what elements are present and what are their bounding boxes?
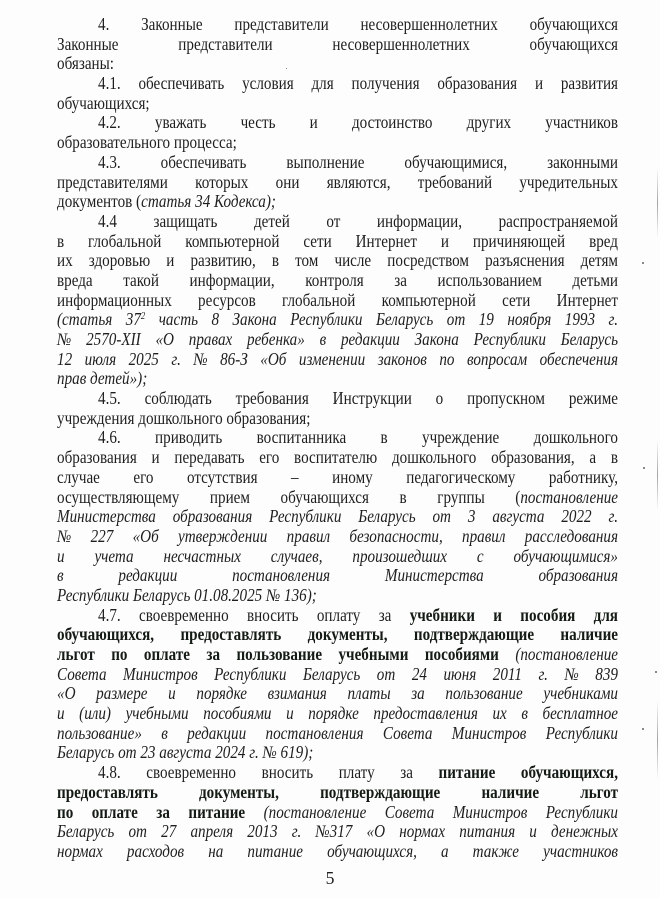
body-text: 4.4 защищать детей от информации, распространяемой: [98, 210, 618, 231]
text-line: [57, 35, 618, 55]
text-line: [57, 192, 618, 212]
text-line-content: [57, 527, 618, 547]
body-text: учреждения дошкольного образования;: [57, 407, 311, 428]
text-line-content: [57, 133, 237, 153]
text-line-content: [57, 684, 618, 704]
text-line-content: [57, 54, 114, 74]
citation-text: № 227 «Об утверждении правил безопасности, правил расследования: [57, 525, 618, 546]
scan-edge-mark: [657, 700, 658, 780]
text-line: [57, 625, 618, 645]
text-line-content: [98, 606, 618, 626]
citation-text: (постановление Совета Министров Республики: [245, 801, 619, 822]
text-line-content: [57, 94, 150, 114]
text-line: [57, 468, 618, 488]
citation-text: Беларусь от 23 августа 2024 г. № 619);: [57, 742, 314, 763]
text-line: [57, 369, 618, 389]
citation-text: в редакции постановления Министерства образования: [57, 565, 618, 586]
text-line-content: [57, 35, 618, 55]
citation-text: часть 8 Закона Республики Беларусь от 19 ноября 1993 г.: [145, 309, 618, 330]
scan-speck: [642, 728, 644, 730]
document-body: [57, 15, 618, 862]
text-line: [57, 310, 618, 330]
body-text: 4.8. своевременно вносить плату за: [98, 762, 439, 783]
text-line-content: [57, 448, 618, 468]
body-text: 4.2. уважать честь и достоинство других участников: [98, 112, 618, 133]
body-text: представителями которых они являются, требований учредительных: [57, 171, 618, 192]
text-line: [57, 665, 618, 685]
text-line: [57, 389, 618, 409]
text-line-content: [98, 428, 618, 448]
body-text: 4.3. обеспечивать выполнение обучающимися, законными: [98, 151, 618, 172]
text-line-content: [57, 232, 618, 252]
scan-speck: [643, 467, 645, 469]
citation-text: Министерства образования Республики Беларусь от 3 августа 2022 г.: [57, 506, 618, 527]
text-line: [57, 724, 618, 744]
text-line-content: [98, 153, 618, 173]
text-line-content: [57, 566, 618, 586]
text-line: [57, 547, 618, 567]
text-line-content: [57, 783, 618, 803]
emphasis-text: обучающихся, предоставлять документы, подтверждающие наличие: [57, 624, 618, 645]
text-line: [57, 133, 618, 153]
emphasis-text: льгот по оплате за пользование учебными пособиями: [57, 644, 499, 664]
text-line: [57, 54, 618, 74]
text-line-content: [57, 625, 618, 645]
text-line-content: [57, 803, 618, 823]
text-line: [57, 113, 618, 133]
text-line: [57, 94, 618, 114]
text-line: [57, 271, 618, 291]
scan-edge-mark: [657, 168, 658, 238]
scan-speck: [286, 68, 287, 69]
text-line: [57, 507, 618, 527]
text-line: [57, 251, 618, 271]
text-line-content: [57, 291, 618, 311]
scan-speck: [655, 671, 657, 673]
text-line-content: [98, 113, 618, 133]
text-line-content: [57, 251, 618, 271]
body-text: в глобальной компьютерной сети Интернет и причиняющей вред: [57, 230, 618, 251]
body-text: обучающихся;: [57, 92, 150, 113]
text-line-content: [57, 822, 618, 842]
citation-text: Республики Беларусь 01.08.2025 № 136);: [57, 584, 317, 605]
text-line-content: [57, 271, 618, 291]
text-line: [57, 291, 618, 311]
body-text: 4.6. приводить воспитанника в учреждение дошкольного: [98, 427, 618, 448]
text-line: [57, 428, 618, 448]
scan-speck: [642, 262, 644, 264]
citation-text: Беларусь от 27 апреля 2013 г. №317 «О нормах питания и денежных: [57, 821, 618, 842]
text-line-content: [98, 763, 618, 783]
text-line-content: [57, 173, 618, 193]
citation-text: постановление: [520, 486, 618, 507]
text-line-content: [57, 665, 618, 685]
body-text: 4.5. соблюдать требования Инструкции о пропускном режиме: [98, 388, 618, 409]
text-line: [57, 232, 618, 252]
text-line-content: [57, 704, 618, 724]
text-line-content: [57, 547, 618, 567]
body-text: их здоровью и развитию, в том числе посредством разъяснения детям: [57, 250, 618, 271]
citation-text: пользование» в редакции постановления Совета Министров Республики: [57, 722, 618, 743]
text-line: [57, 527, 618, 547]
text-line: [57, 173, 618, 193]
text-line: [57, 350, 618, 370]
citation-text: № 2570-XII «О правах ребенка» в редакции Закона Республики Беларусь: [57, 329, 618, 349]
body-text: случае его отсутствия – иному педагогическому работнику,: [57, 466, 618, 487]
text-line: [57, 488, 618, 508]
text-line-content: [57, 409, 310, 429]
text-line: [57, 15, 618, 35]
page-number: 5: [325, 868, 335, 888]
text-line-content: [57, 507, 618, 527]
text-line-content: [98, 74, 618, 94]
text-line: [57, 566, 618, 586]
text-line: [57, 783, 618, 803]
text-line-content: [57, 842, 618, 862]
emphasis-text: питание обучающихся,: [438, 762, 618, 783]
text-line-content: [57, 330, 618, 350]
text-line: [57, 74, 618, 94]
text-line: [57, 212, 618, 232]
citation-text: (статья 37: [57, 309, 141, 330]
body-text: информационных ресурсов глобальной компьютерной сети Интернет: [57, 289, 618, 310]
text-line: [57, 803, 618, 823]
body-text: Законные представители несовершеннолетних обучающихся: [57, 33, 618, 54]
text-line-content: [57, 369, 147, 389]
text-line: [57, 763, 618, 783]
text-line-content: [57, 743, 313, 763]
citation-text: статья 34 Кодекса);: [141, 191, 276, 212]
text-line: [57, 704, 618, 724]
body-text: образовательного процесса;: [57, 132, 237, 153]
text-line-content: [98, 389, 618, 409]
text-line: [57, 153, 618, 173]
text-line-content: [57, 468, 618, 488]
text-line-content: [57, 586, 317, 606]
body-text: осуществляющему прием обучающихся в группы (: [57, 486, 521, 507]
body-text: документов (: [57, 191, 142, 212]
text-line: [57, 448, 618, 468]
citation-text: прав детей»);: [57, 368, 148, 389]
citation-text: нормах расходов на питание обучающихся, а также участников: [57, 840, 618, 861]
text-line: [57, 606, 618, 626]
text-line: [57, 645, 618, 665]
text-line-content: [98, 15, 618, 35]
text-line: [57, 586, 618, 606]
text-line: [57, 409, 618, 429]
text-line-content: [57, 724, 618, 744]
citation-text: 12 июля 2025 г. № 86-З «Об изменении законов по вопросам обеспечения: [57, 348, 618, 369]
body-text: вреда такой информации, контроля за использованием детьми: [57, 269, 618, 290]
text-line-content: [57, 645, 618, 665]
citation-text: Совета Министров Республики Беларусь от 24 июня 2011 г. № 839: [57, 663, 618, 684]
emphasis-text: предоставлять документы, подтверждающие наличие льгот: [57, 781, 618, 802]
emphasis-text: по оплате за питание: [57, 801, 246, 822]
text-line: [57, 330, 618, 350]
text-line-content: [98, 212, 618, 232]
body-text: 4. Законные представители несовершеннолетних обучающихся: [98, 14, 618, 34]
text-line-content: [57, 488, 618, 508]
body-text: образования и передавать его воспитателю дошкольного образования, а в: [57, 447, 618, 468]
body-text: обязаны:: [57, 53, 115, 74]
body-text: 4.1. обеспечивать условия для получения образования и развития: [98, 73, 618, 94]
text-line-content: [57, 350, 618, 370]
text-line: [57, 842, 618, 862]
emphasis-text: учебники и пособия для: [409, 604, 618, 625]
citation-text: и учета несчастных случаев, произошедших с обучающимися»: [57, 545, 618, 566]
body-text: 4.7. своевременно вносить оплату за: [98, 604, 410, 625]
text-line-content: [57, 192, 276, 212]
citation-text: «О размере и порядке взимания платы за пользование учебниками: [57, 683, 618, 704]
scan-edge-mark: [657, 440, 658, 510]
text-line-content: [57, 310, 618, 330]
text-line: [57, 743, 618, 763]
superscript: 2: [140, 311, 146, 323]
citation-text: (постановление: [498, 644, 618, 664]
text-line: [57, 684, 618, 704]
text-line: [57, 822, 618, 842]
citation-text: и (или) учебными пособиями и порядке предоставления их в бесплатное: [57, 703, 618, 724]
